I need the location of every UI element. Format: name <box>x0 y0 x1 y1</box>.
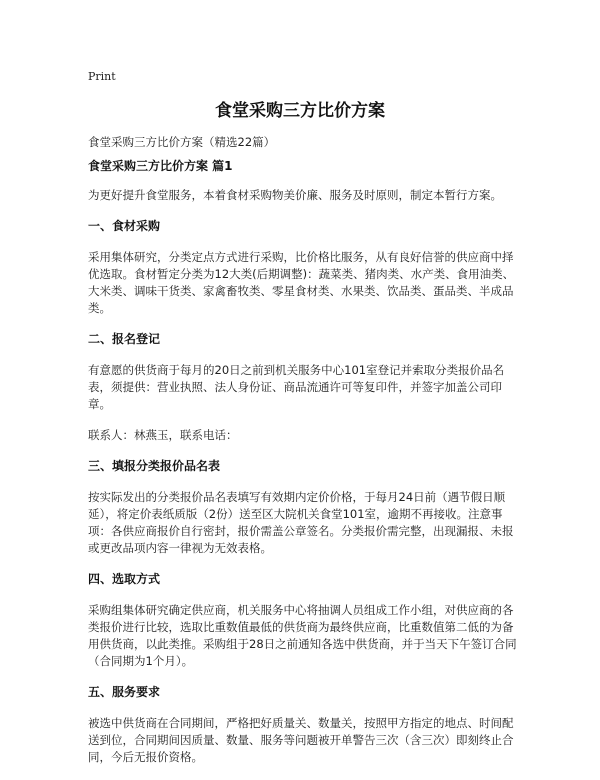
section-2-paragraph: 有意愿的供货商于每月的20日之前到机关服务中心101室登记并索取分类报价品名表，须提供：营业执照、法人身份证、商品流通许可等复印件，并签字加盖公司印章。 <box>88 363 505 411</box>
print-label: Print <box>88 70 116 83</box>
section-heading-2: 二、报名登记 <box>88 332 161 346</box>
intro-paragraph: 为更好提升食堂服务，本着食材采购物美价廉、服务及时原则，制定本暂行方案。 <box>88 188 502 202</box>
page-title: 食堂采购三方比价方案 <box>215 101 385 121</box>
document-subtitle: 食堂采购三方比价方案（精选22篇） <box>88 135 276 149</box>
section-heading-1: 一、食材采购 <box>88 219 161 233</box>
section-heading-5: 五、服务要求 <box>88 685 161 699</box>
section-5-paragraph: 被选中供货商在合同期间，严格把好质量关、数量关，按照甲方指定的地点、时间配送到位，合同期间因质量、数量、服务等问题被开单警告三次（含三次）即刻终止合同，今后无报价资格。 <box>88 716 514 764</box>
section-1-paragraph: 采用集体研究，分类定点方式进行采购，比价格比服务，从有良好信誉的供应商中择优选取。食材暂定分类为12大类(后期调整)：蔬菜类、猪肉类、水产类、食用油类、大米类、调味干货类、家禽畜牧类、零星食材类、水果类、饮品类、蛋品类、半成品类。 <box>88 250 515 315</box>
section-3-paragraph: 按实际发出的分类报价品名表填写有效期内定价价格，于每月24日前（遇节假日顺延），将定价表纸质版（2份）送至区大院机关食堂101室，逾期不再接收。注意事项：各供应商报价自行密封，报价需盖公章签名。分类报价需完整，出现漏报、未报或更改品项内容一律视为无效表格。 <box>88 490 514 555</box>
article-heading: 食堂采购三方比价方案 篇1 <box>88 159 233 173</box>
section-heading-3: 三、填报分类报价品名表 <box>88 459 221 473</box>
section-4-paragraph: 采购组集体研究确定供应商，机关服务中心将抽调人员组成工作小组，对供应商的各类报价进行比较，选取比重数值最低的供货商为最终供应商，比重数值第二低的为备用供货商，以此类推。采购组于28日之前通知各选中供货商，并于当天下午签订合同（合同期为1个月）。 <box>88 603 517 668</box>
section-heading-4: 四、选取方式 <box>88 572 161 586</box>
document-body <box>88 158 518 780</box>
contact-paragraph: 联系人：林燕玉，联系电话： <box>88 428 238 442</box>
